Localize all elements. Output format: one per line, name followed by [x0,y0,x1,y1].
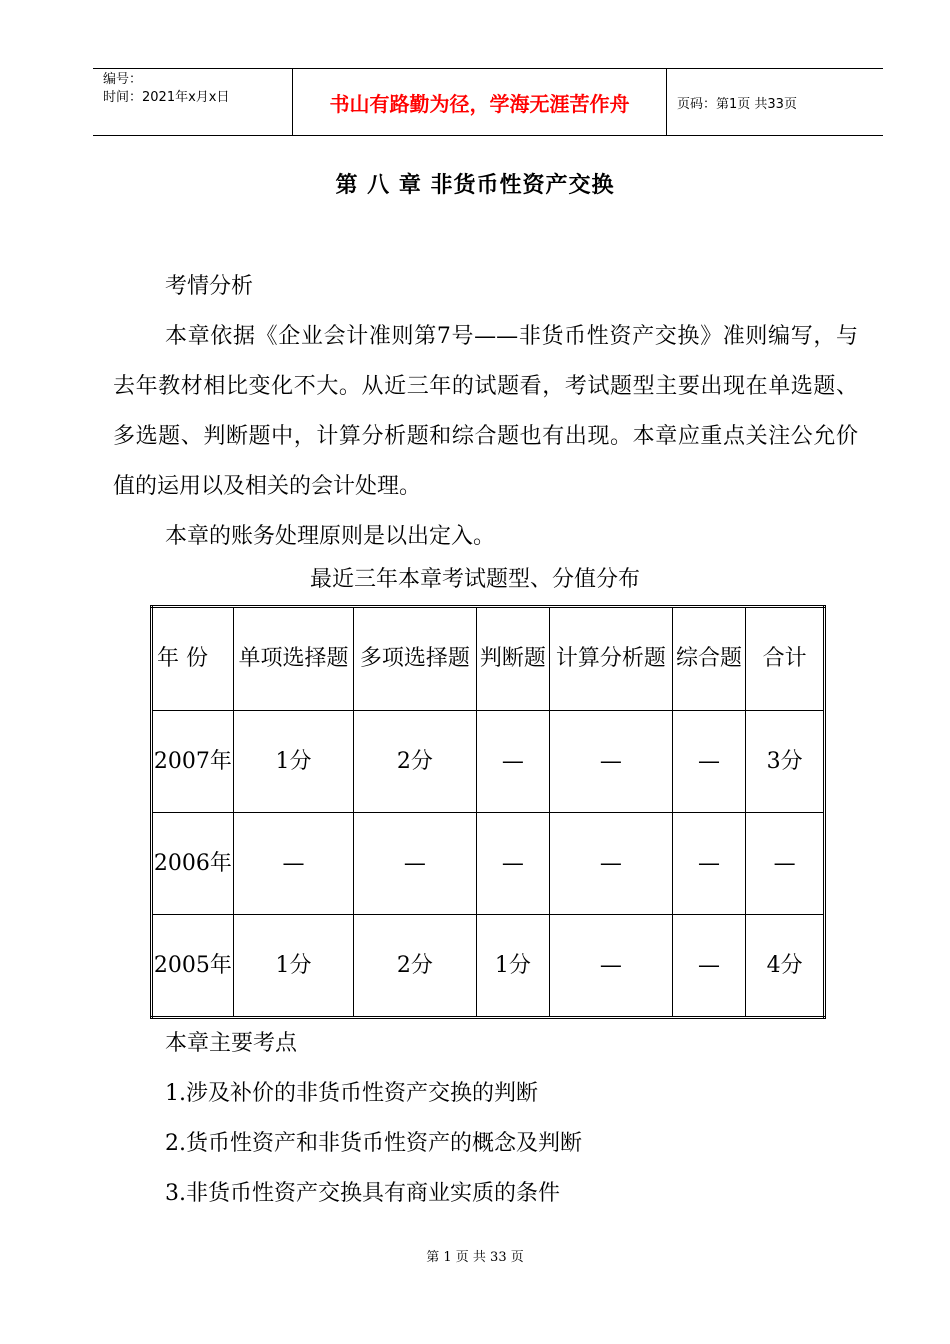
table-cell: 1分 [233,915,353,1018]
page-footer: 第 1 页 共 33 页 [426,1250,524,1265]
table-cell: 3分 [746,711,825,813]
table-row [152,711,825,813]
table-cell: 1分 [476,915,550,1018]
header-cell: 单项选择题 [233,607,353,711]
table-row [152,915,825,1018]
table-cell: — [550,813,672,915]
table-cell: — [746,813,825,915]
table-cell: — [476,711,550,813]
header-cell: 综合题 [672,607,746,711]
key-point-item: 3.非货币性资产交换具有商业实质的条件 [165,1181,560,1206]
time-label: 时间：2021年x月x日 [103,90,230,105]
table-cell: 2分 [354,711,476,813]
header-cell: 合计 [746,607,825,711]
section-heading: 考情分析 [165,274,254,299]
header-cell: 多项选择题 [354,607,476,711]
page-header [93,68,883,136]
header-cell: 判断题 [476,607,550,711]
chapter-title: 第 八 章 非货币性资产交换 [335,173,615,198]
table-cell: — [672,813,746,915]
score-table [150,605,826,1019]
table-caption: 最近三年本章考试题型、分值分布 [309,567,640,592]
header-motto: 书山有路勤为径，学海无涯苦作舟 [293,69,667,135]
header-page-info: 页码：第1页 共33页 [677,96,797,112]
key-point-item: 1.涉及补价的非货币性资产交换的判断 [165,1081,538,1106]
table-cell: — [550,915,672,1018]
principle-text: 本章的账务处理原则是以出定入。 [165,524,496,549]
header-cell: 计算分析题 [550,607,672,711]
table-cell: — [672,711,746,813]
table-cell: — [354,813,476,915]
table-cell: 4分 [746,915,825,1018]
year-cell: 2006年 [152,813,234,915]
table-cell: — [476,813,550,915]
year-cell: 2007年 [152,711,234,813]
table-cell: — [550,711,672,813]
key-point-item: 2.货币性资产和非货币性资产的概念及判断 [165,1131,582,1156]
table-row [152,813,825,915]
table-header-row [152,607,825,711]
table-cell: — [233,813,353,915]
key-points-heading: 本章主要考点 [165,1031,298,1056]
table-cell: 1分 [233,711,353,813]
number-label: 编号： [103,72,143,87]
header-meta [93,69,293,135]
intro-paragraph: 本章依据《企业会计准则第7号——非货币性资产交换》准则编写，与去年教材相比变化不大。从近三年的试题看，考试题型主要出现在单选题、多选题、判断题中，计算分析题和综合题也有出现。本章应重点关注公允价值的运用以及相关的会计处理。 [113,324,858,499]
year-cell: 2005年 [152,915,234,1018]
table-cell: 2分 [354,915,476,1018]
table-cell: — [672,915,746,1018]
header-cell: 年 份 [152,607,234,711]
